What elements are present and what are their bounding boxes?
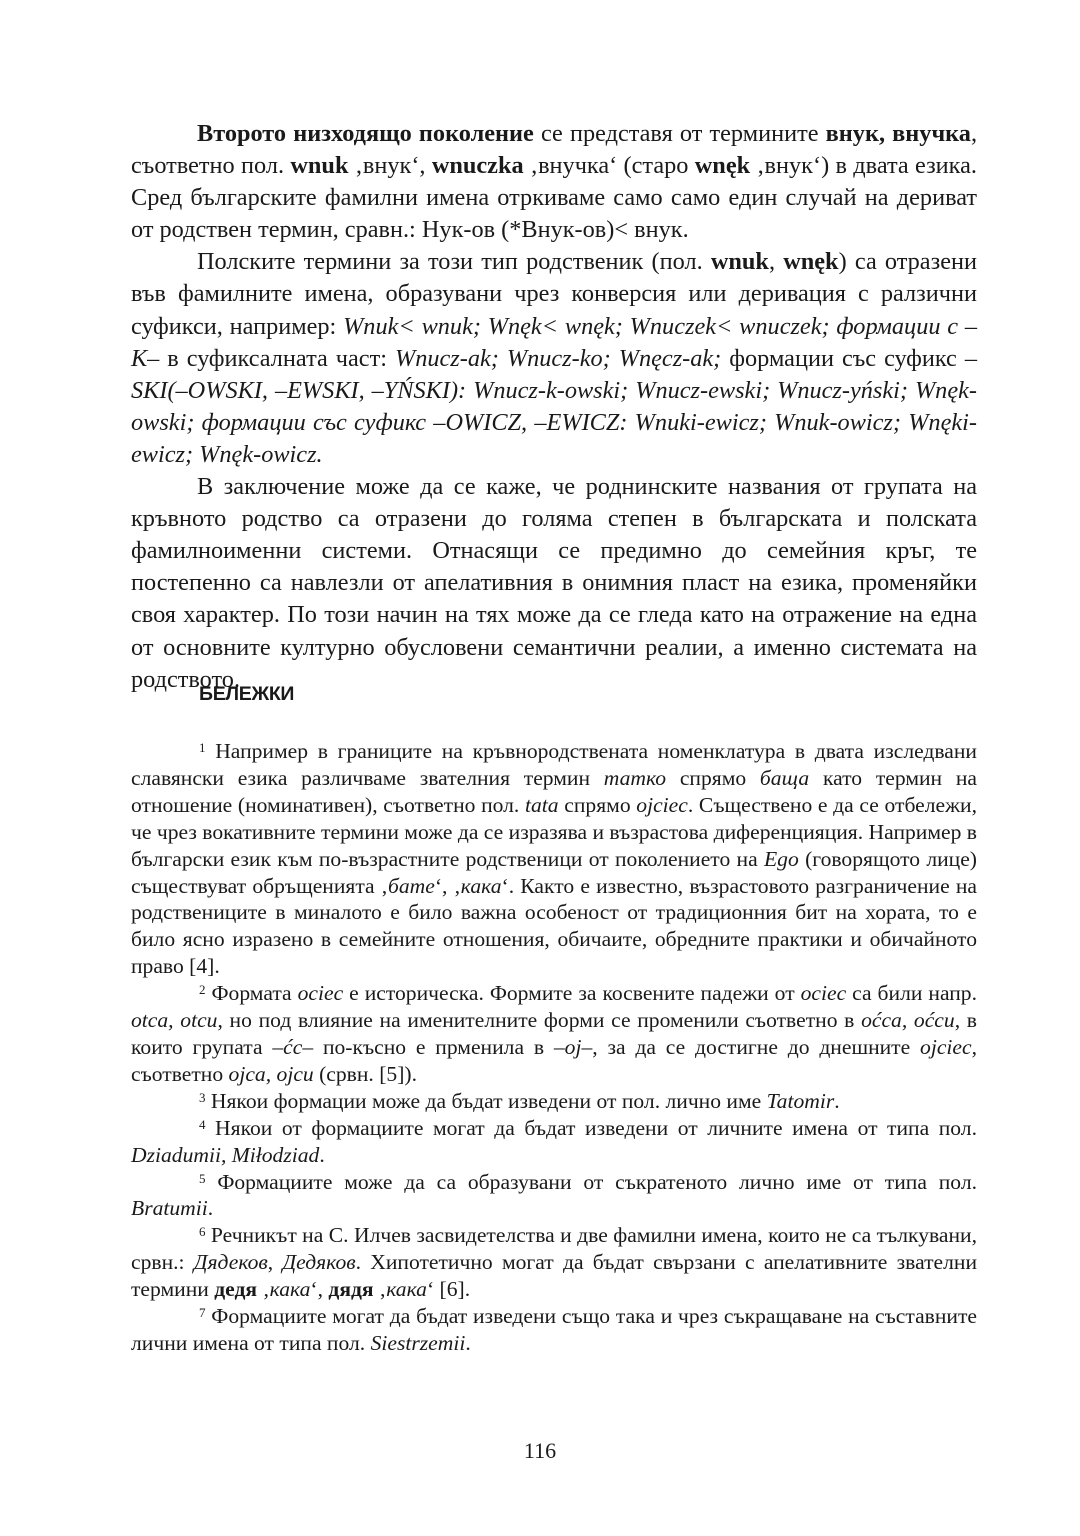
italic-term: ociec bbox=[297, 981, 344, 1006]
italic-term: кака bbox=[269, 1277, 311, 1302]
paragraph-polish-terms bbox=[131, 246, 977, 471]
text-run: , за да се достигне до днешните bbox=[592, 1034, 921, 1059]
text-run: формации със суфикс bbox=[721, 344, 965, 372]
italic-term: Дедяков bbox=[282, 1250, 356, 1275]
text-run: Формациите може да са образувани от съкратеното лично име от типа пол. bbox=[205, 1169, 977, 1194]
text-run: , съответно bbox=[131, 1034, 977, 1086]
body-text bbox=[131, 118, 977, 696]
text-run: ‚ bbox=[257, 1277, 270, 1302]
footnote-1 bbox=[131, 738, 977, 980]
italic-term: Bratumii bbox=[131, 1196, 208, 1221]
paragraph-second-descending-generation bbox=[131, 118, 977, 246]
bold-term: wnęk bbox=[783, 248, 839, 276]
text-run: . Хипотетично могат да бъдат свързани с апелативните звателни термини bbox=[131, 1250, 978, 1302]
footnote-number: 3 bbox=[199, 1089, 206, 1105]
text-run: . bbox=[319, 1142, 325, 1167]
page-number: 116 bbox=[523, 1438, 557, 1463]
italic-term: tata bbox=[525, 792, 559, 817]
footnote-3 bbox=[131, 1088, 977, 1115]
italic-term: Tatomir bbox=[766, 1088, 835, 1113]
text-run: , bbox=[768, 248, 784, 276]
italic-term: татко bbox=[603, 765, 667, 790]
italic-term: ojciec bbox=[636, 792, 688, 817]
bold-term: дедя bbox=[214, 1277, 258, 1302]
text-run: ‘ [6]. bbox=[426, 1277, 471, 1302]
text-run: ‘. Както е известно, възрастовото разграничение на родствениците в миналото е било важна особеност от традиционния бит на хората, то е било ясно изразено в семейните отношения, обичаите, обредните практики и обичайното право [4]. bbox=[131, 873, 977, 979]
italic-term: –oj– bbox=[553, 1034, 593, 1059]
text-run: . Съществено е да се отбележи, че чрез вокативните термини може да се изразява и възрастова диференцияция. Например в български език към по-възрастните родственици от поколението на bbox=[131, 792, 977, 871]
text-run: са били напр. bbox=[846, 981, 978, 1006]
text-run: . bbox=[834, 1088, 840, 1113]
text-run: ) са отразени във фамилните имена, образувани чрез конверсия или деривация с ралзични суфикси, например: bbox=[131, 248, 977, 340]
text-run: Някои от формациите могат да бъдат изведени от личните имена от типа пол. bbox=[205, 1115, 977, 1140]
text-run: ‚внук‘) в двата езика. Сред българските фамилни имена отркиваме само само един случай на дериват от родствен термин, сравн.: Нук-ов (*Внук-ов)< внук. bbox=[131, 152, 977, 244]
italic-term: ojciec bbox=[920, 1034, 972, 1059]
paragraph-conclusion bbox=[131, 471, 977, 696]
italic-term: баща bbox=[759, 765, 810, 790]
footnote-number: 1 bbox=[199, 740, 206, 755]
notes-section bbox=[131, 738, 977, 1357]
text-run: В заключение може да се каже, че роднинските названия от групата на кръвното родство са отразени до голяма степен в българската и полската фамилноименни системи. Отнасящи се предимно до семейния кръг, те постепенно са навлезли от апелативния в онимния пласт на езика, променяйки своя характер. По този начин на тях може да се гледа като на отражение на една от основните културно обусловени семантични реалии, а именно системата на родството. bbox=[131, 473, 977, 693]
footnote-4 bbox=[131, 1115, 977, 1169]
footnote-number: 7 bbox=[199, 1305, 206, 1321]
italic-term: Дядеков bbox=[193, 1250, 268, 1275]
text-run: ‚внучка‘ (старо bbox=[523, 152, 695, 180]
bold-term: wnęk bbox=[694, 152, 751, 180]
text-run: Например в границите на кръвнородствената номенклатура в двата изследвани славянски езика различваме звателния термин bbox=[131, 739, 977, 790]
text-run: , съответно пол. bbox=[131, 120, 978, 180]
italic-term: ojca, ojcu bbox=[228, 1061, 314, 1086]
footnote-number: 4 bbox=[199, 1116, 206, 1132]
text-run: (говорящото лице) съществуват обръщенията ‚ bbox=[131, 846, 977, 898]
text-run: . bbox=[465, 1330, 471, 1355]
italic-term: –SKI(–OWSKI, –EWSKI, –YŃSKI): Wnucz-k-owski; Wnucz-ewski; Wnucz-yński; Wnęk-owski; формации със суфикс –OWICZ, –EWICZ: Wnuki-ewicz; Wnuk-owicz; Wnęki-ewicz; Wnęk-owicz. bbox=[131, 344, 977, 468]
bold-term: wnuk bbox=[290, 152, 349, 180]
italic-term: бате bbox=[387, 873, 435, 898]
italic-term: otca, otcu bbox=[131, 1008, 218, 1033]
text-run: като термин на отношение (номинативен), съответно пол. bbox=[131, 765, 977, 817]
text-run: , но под влияние на именителните форми се променили съответно в bbox=[217, 1008, 862, 1033]
footnote-number: 2 bbox=[199, 982, 206, 998]
footnote-6 bbox=[131, 1222, 977, 1303]
italic-term: кака bbox=[386, 1277, 427, 1302]
footnote-number: 6 bbox=[199, 1224, 206, 1240]
text-run: , в които групата bbox=[131, 1008, 977, 1059]
text-run: Формата bbox=[205, 981, 298, 1006]
text-run: Речникът на С. Илчев засвидетелства и две фамилни имена, които не са тълкувани, срвн.: bbox=[131, 1223, 977, 1275]
italic-term: Wnucz-ak; Wnucz-ko; Wnęcz-ak; bbox=[394, 344, 722, 372]
bold-term: wnuk bbox=[710, 248, 769, 276]
text-run: спрямо bbox=[558, 792, 637, 817]
footnote-number: 5 bbox=[199, 1170, 206, 1186]
text-run: (срвн. [5]). bbox=[313, 1061, 417, 1086]
text-run: ‚внук‘, bbox=[348, 152, 432, 180]
text-run: , bbox=[267, 1250, 283, 1275]
text-run: ‘, ‚ bbox=[434, 873, 461, 898]
text-run: Формациите могат да бъдат изведени също така и чрез съкращаване на съставните лични имена от типа пол. bbox=[131, 1304, 977, 1355]
text-run: Полските термини за този тип родственик (пол. bbox=[197, 248, 711, 276]
text-run: ‚ bbox=[373, 1277, 387, 1302]
text-run: спрямо bbox=[666, 765, 760, 790]
text-run: Някои формации може да бъдат изведени от пол. лично име bbox=[205, 1088, 767, 1113]
footnote-5 bbox=[131, 1169, 977, 1223]
italic-term: Siestrzemii bbox=[370, 1330, 466, 1355]
text-run: се представя от термините bbox=[533, 120, 826, 147]
italic-term: –ćc– bbox=[272, 1034, 314, 1059]
text-run: в суфиксалната част: bbox=[159, 344, 395, 372]
italic-term: oćca, oćcu bbox=[861, 1008, 955, 1033]
italic-term: ociec bbox=[800, 981, 847, 1006]
bold-term: дядя bbox=[328, 1277, 374, 1302]
footnote-7 bbox=[131, 1303, 977, 1357]
text-run: е историческа. Формите за косвените падежи от bbox=[343, 981, 801, 1006]
text-run: . bbox=[207, 1196, 214, 1221]
text-run: по-късно е прменила в bbox=[313, 1034, 554, 1059]
italic-term: Wnuk< wnuk; Wnęk< wnęk; Wnuczek< wnuczek; формации с –К– bbox=[131, 312, 977, 372]
italic-term: кака bbox=[460, 873, 502, 898]
bold-term: wnuczka bbox=[431, 152, 524, 180]
notes-heading: БЕЛЕЖКИ bbox=[199, 683, 295, 705]
bold-term: внук, внучка bbox=[825, 120, 971, 147]
text-run: ‘, bbox=[310, 1277, 329, 1302]
italic-term: Ego bbox=[763, 846, 799, 871]
footnote-2 bbox=[131, 980, 977, 1088]
bold-term: Второто низходящо поколение bbox=[197, 120, 534, 147]
italic-term: Dziadumii, Miłodziad bbox=[131, 1142, 320, 1167]
